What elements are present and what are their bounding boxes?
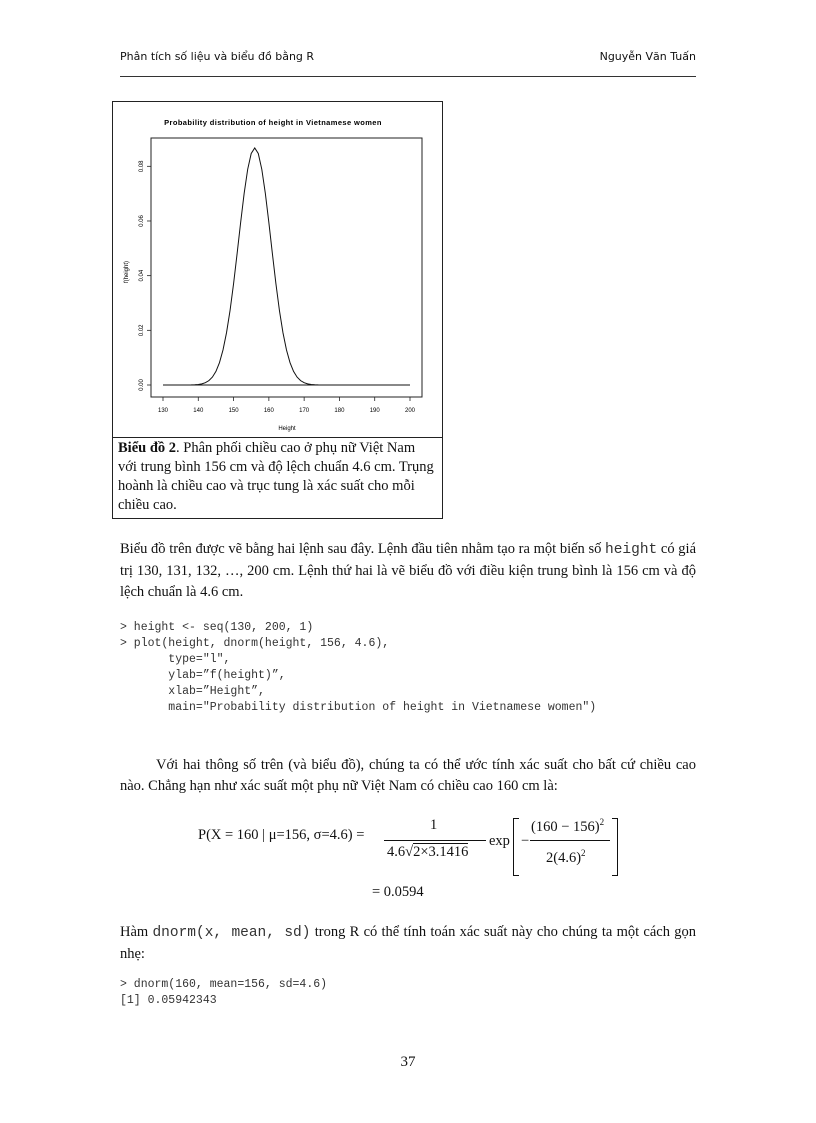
x-tick-label: 160: [263, 408, 274, 414]
code-block-plot: [120, 620, 596, 716]
code-line: > height <- seq(130, 200, 1): [120, 621, 314, 634]
chart-title: Probability distribution of height in Vietnamese women: [164, 118, 382, 127]
paragraph-intro: [120, 539, 696, 603]
inner-fraction-bar: [530, 840, 610, 841]
denominator-root: 2×3.1416: [413, 844, 469, 860]
x-tick-label: 190: [369, 408, 380, 414]
equation-result: = 0.0594: [372, 884, 424, 900]
x-tick-label: 130: [157, 408, 169, 414]
code-line: ylab=”f(height)”,: [120, 669, 286, 682]
caption-label: Biểu đồ 2: [118, 440, 177, 456]
equation-lhs: P(X = 160 | μ=156, σ=4.6) =: [198, 827, 365, 843]
inline-code-dnorm: dnorm(x, mean, sd): [152, 925, 311, 941]
code-line: > dnorm(160, mean=156, sd=4.6): [120, 978, 328, 991]
denominator-coef: 4.6: [387, 844, 406, 860]
paragraph-intro-text-1: Biểu đồ trên được vẽ bằng hai lệnh sau đây. Lệnh đầu tiên nhằm tạo ra một biến số: [120, 541, 606, 557]
y-tick-label: 0.04: [139, 269, 145, 282]
code-block-dnorm: [120, 977, 327, 1009]
sqrt-sign: √: [405, 844, 414, 860]
x-axis: [158, 397, 416, 414]
paragraph-intro-text-2: có giá trị 130, 131, 132, …, 200 cm. Lệnh thứ hai là vẽ biểu đồ với điều kiện trung bình là 156 cm và độ lệch chuẩn là 4.6 cm.: [120, 541, 696, 600]
paragraph-estimate: Với hai thông số trên (và biểu đồ), chúng ta có thể ước tính xác suất cho bất cứ chiều cao nào. Chẳng hạn như xác suất một phụ nữ Việt Nam có chiều cao 160 cm là:: [120, 757, 696, 794]
x-tick-label: 150: [228, 408, 239, 414]
plot-frame: [151, 138, 422, 397]
paragraph-dnorm-text-1: Hàm: [120, 924, 153, 940]
paragraph-dnorm-text-2: trong R có thể tính toán xác suất này cho chúng ta một cách gọn nhẹ:: [120, 924, 696, 962]
y-axis-label: f(height): [124, 260, 130, 284]
running-header-author: Nguyễn Văn Tuấn: [599, 50, 696, 63]
figure-caption: [113, 437, 442, 517]
code-line: [1] 0.05942343: [120, 994, 217, 1007]
inner-denominator-power: 2: [581, 848, 586, 858]
right-bracket: [612, 818, 618, 876]
inner-numerator-power: 2: [599, 817, 605, 827]
equation-exp: exp: [489, 833, 510, 849]
density-curve: [163, 148, 410, 385]
equation-inner-denominator: [546, 848, 586, 867]
inner-denominator-base: 2(4.6): [546, 849, 582, 866]
x-axis-label: Height: [278, 426, 296, 432]
x-tick-label: 170: [299, 408, 310, 414]
x-tick-label: 180: [334, 408, 345, 414]
equation-inner-numerator: [531, 817, 604, 836]
y-tick-label: 0.08: [139, 160, 145, 173]
density-chart: [113, 102, 442, 437]
equation-denominator: [387, 844, 468, 861]
x-tick-label: 140: [193, 408, 204, 414]
caption-text: . Phân phối chiều cao ở phụ nữ Việt Nam với trung bình 156 cm và độ lệch chuẩn 4.6 cm. Trụng hoành là chiều cao và trục tung là xác suất cho mỗi chiều cao.: [118, 440, 434, 513]
code-line: main="Probability distribution of height in Vietnamese women"): [120, 701, 597, 714]
fraction-bar: [384, 840, 486, 841]
figure-box: [112, 101, 443, 519]
running-header-title: Phân tích số liệu và biểu đồ bằng R: [120, 50, 315, 63]
y-tick-label: 0.00: [139, 379, 145, 391]
code-line: type="l",: [120, 653, 231, 666]
inner-numerator-base: (160 − 156): [531, 818, 600, 835]
x-tick-label: 200: [404, 408, 416, 414]
page-number: 37: [400, 1054, 416, 1070]
code-line: xlab=”Height”,: [120, 685, 265, 698]
y-axis: [139, 160, 151, 391]
paragraph-dnorm: [120, 922, 696, 965]
left-bracket: [513, 818, 519, 876]
y-tick-label: 0.02: [139, 324, 145, 337]
y-tick-label: 0.06: [139, 215, 145, 227]
header-divider: [120, 76, 696, 77]
equation-numerator: 1: [430, 817, 438, 833]
code-line: > plot(height, dnorm(height, 156, 4.6),: [120, 637, 390, 650]
equation-minus: −: [521, 833, 530, 849]
inline-code-height: height: [605, 542, 658, 558]
